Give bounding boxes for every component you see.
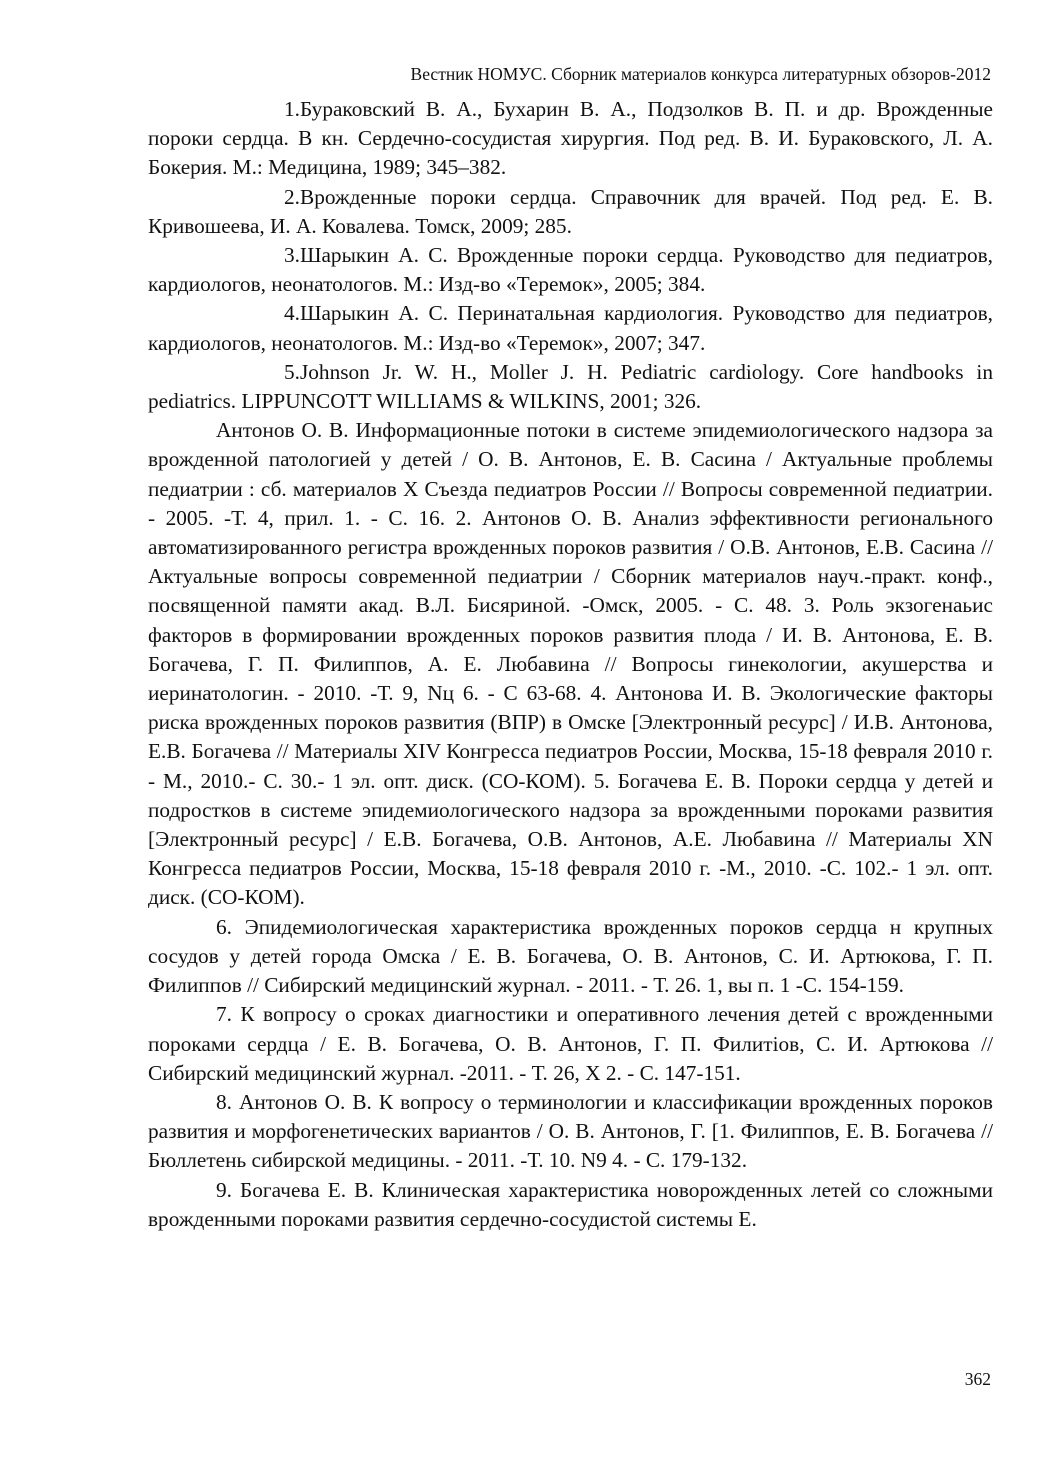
reference-paragraph: 6. Эпидемиологическая характеристика врожденных пороков сердца н крупных сосудов у детей города Омска / Е. В. Богачева, О. В. Антонов, С. И. Артюкова, Г. П. Филиппов // Сибирский медицинский журнал. - 2011. - Т. 26. 1, вы п. 1 -С. 154-159. <box>148 914 993 998</box>
reference-text: Шарыкин А. С. Перинатальная кардиология. Руководство для педиатров, кардиологов, неонатологов. М.: Изд-во «Теремок», 2007; 347. <box>148 301 993 355</box>
page-number: 362 <box>964 1369 991 1389</box>
reference-paragraph: Антонов О. В. Информационные потоки в системе эпидемиологического надзора за врожденной патологией у детей / О. В. Антонов, Е. В. Сасина / Актуальные проблемы педиатрии : сб. материалов X Съезда педиатров России // Вопросы современной педиатрии. - 2005. -Т. 4, прил. 1. - С. 16. 2. Антонов О. В. Анализ эффективности регионального автоматизированного регистра врожденных пороков развития / О.В. Антонов, Е.В. Сасина // Актуальные вопросы современной педиатрии / Сборник материалов науч.-практ. конф., посвященной памяти акад. В.Л. Бисяриной. -Омск, 2005. - С. 48. 3. Роль экзогенаьис факторов в формировании врожденных пороков развития плода / И. В. Антонова, Е. В. Богачева, Г. П. Филиппов, А. Е. Любавина // Вопросы гинекологии, акушерства и иеринатологин. - 2010. -Т. 9, Nц 6. - С 63-68. 4. Антонова И. В. Экологические факторы риска врожденных пороков развития (ВПР) в Омске [Электронный ресурс] / И.В. Антонова, Е.В. Богачева // Материалы XIV Конгресса педиатров России, Москва, 15-18 февраля 2010 г. - М., 2010.- С. 30.- 1 эл. опт. диск. (СО-КОМ). 5. Богачева Е. В. Пороки сердца у детей и подростков в системе эпидемиологического надзора за врожденными пороками развития [Электронный ресурс] / Е.В. Богачева, О.В. Антонов, А.Е. Любавина // Материалы XN Конгресса педиатров России, Москва, 15-18 февраля 2010 г. -М., 2010. -С. 102.- 1 эл. опт. диск. (СО-КОМ). <box>148 418 993 910</box>
running-header: Вестник НОМУС. Сборник материалов конкурса литературных обзоров-2012 <box>410 64 991 84</box>
reference-paragraph: 9. Богачева Е. В. Клиническая характеристика новорожденных летей со сложными врожденными пороками развития сердечно-сосудистой системы Е. <box>148 1177 993 1231</box>
reference-paragraph: 8. Антонов О. В. К вопросу о терминологии и классификации врожденных пороков развития и морфогенетических вариантов / О. В. Антонов, Г. [1. Филиппов, Е. В. Богачева // Бюллетень сибирской медицины. - 2011. -Т. 10. N9 4. - С. 179-132. <box>148 1089 993 1173</box>
reference-item <box>148 183 993 241</box>
reference-text: Johnson Jr. W. H., Moller J. H. Pediatric cardiology. Core handbooks in pediatrics. LIPPUNCOTT WILLIAMS & WILKINS, 2001; 326. <box>148 359 993 414</box>
reference-number: 4. <box>284 301 300 326</box>
reference-paragraph: 7. К вопросу о сроках диагностики и оперативного лечения детей с врожденными пороками сердца / Е. В. Богачева, О. В. Антонов, Г. П. Филитiов, С. И. Артюкова // Сибирский медицинский журнал. -2011. - Т. 26, X 2. - С. 147-151. <box>148 1002 993 1085</box>
reference-text: Бураковский В. А., Бухарин В. А., Подзолков В. П. и др. Врожденные пороки сердца. В кн. Сердечно-сосудистая хирургия. Под ред. В. И. Бураковского, Л. А. Бокерия. М.: Медицина, 1989; 345–382. <box>148 97 993 180</box>
reference-text: Шарыкин А. С. Врожденные пороки сердца. Руководство для педиатров, кардиологов, неонатологов. М.: Изд-во «Теремок», 2005; 384. <box>148 243 993 297</box>
reference-number: 5. <box>284 359 300 384</box>
reference-number: 1. <box>284 97 300 121</box>
body-text <box>148 95 993 1234</box>
reference-item <box>148 299 993 357</box>
reference-item <box>148 95 993 183</box>
reference-item <box>148 358 993 416</box>
reference-item <box>148 241 993 299</box>
reference-text: Врожденные пороки сердца. Справочник для врачей. Под ред. Е. В. Кривошеева, И. А. Ковалева. Томск, 2009; 285. <box>148 184 993 238</box>
reference-number: 2. <box>284 184 300 209</box>
reference-number: 3. <box>284 243 300 268</box>
